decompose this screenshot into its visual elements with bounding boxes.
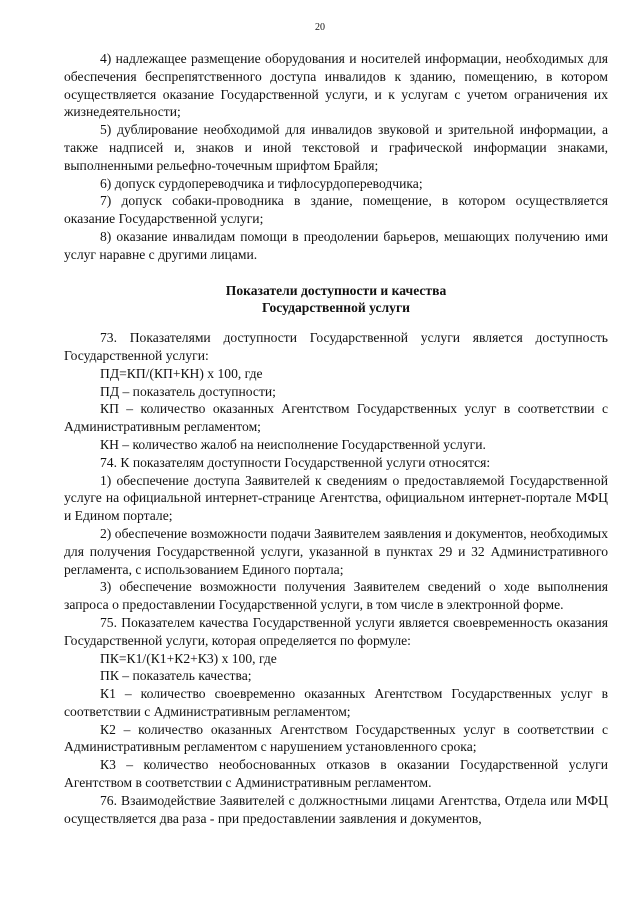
formula-pk: ПК=К1/(К1+К2+К3) x 100, где xyxy=(100,650,277,666)
document-body xyxy=(64,50,608,827)
paragraph-item-4: 4) надлежащее размещение оборудования и носителей информации, необходимых для обеспечения беспрепятственного доступа инвалидов к зданию, помещению, в котором осуществляется оказание Государственной услуги, и к услугам с учетом ограничения их жизнедеятельности; xyxy=(64,51,608,120)
definition-pd: ПД – показатель доступности; xyxy=(100,383,276,399)
paragraph-item-7: 7) допуск собаки-проводника в здание, помещение, в котором осуществляется оказание Государственной услуги; xyxy=(64,193,608,227)
paragraph-item-8: 8) оказание инвалидам помощи в преодолении барьеров, мешающих получению ими услуг наравне с другими лицами. xyxy=(64,228,608,262)
section-heading xyxy=(64,282,608,318)
paragraph-74-item-3: 3) обеспечение возможности получения Заявителем сведений о ходе выполнения запроса о предоставлении Государственной услуги, в том числе в электронной форме. xyxy=(64,579,608,613)
paragraph-74-item-2: 2) обеспечение возможности подачи Заявителем заявления и документов, необходимых для получения Государственной услуги, указанной в пунктах 29 и 32 Административного регламента, с использованием Единого портала; xyxy=(64,525,608,577)
paragraph-73: 73. Показателями доступности Государственной услуги является доступность Государственной услуги: xyxy=(64,330,608,363)
definition-k2: К2 – количество оказанных Агентством Государственных услуг в соответствии с Административным регламентом с нарушением установленного срока; xyxy=(64,721,608,755)
paragraph-75: 75. Показателем качества Государственной услуги является своевременность оказания Государственной услуги, которая определяется по формуле: xyxy=(64,614,608,648)
definition-kp: КП – количество оказанных Агентством Государственных услуг в соответствии с Административным регламентом; xyxy=(64,401,608,435)
paragraph-item-6: 6) допуск сурдопереводчика и тифлосурдопереводчика; xyxy=(100,175,423,191)
paragraph-76: 76. Взаимодействие Заявителей с должностными лицами Агентства, Отдела или МФЦ осуществляется два раза - при предоставлении заявления и документов, xyxy=(64,792,608,826)
section-heading-line2: Государственной услуги xyxy=(262,300,410,316)
section-heading-line1: Показатели доступности и качества xyxy=(225,282,447,298)
paragraph-74-item-1: 1) обеспечение доступа Заявителей к сведениям о предоставляемой Государственной услуге на официальной интернет-странице Агентства, официальном интернет-портале МФЦ и Едином портале; xyxy=(64,472,608,524)
definition-kn: КН – количество жалоб на неисполнение Государственной услуги. xyxy=(100,436,486,452)
paragraph-item-5: 5) дублирование необходимой для инвалидов звуковой и зрительной информации, а также надписей и, знаков и иной текстовой и графической информации знаками, выполненными рельефно-точечным шрифтом Брайля; xyxy=(64,122,608,173)
formula-pd: ПД=КП/(КП+КН) x 100, где xyxy=(100,365,263,381)
definition-k3: К3 – количество необоснованных отказов в оказании Государственной услуги Агентством в соответствии с Административным регламентом. xyxy=(64,757,608,791)
definition-pk: ПК – показатель качества; xyxy=(100,668,252,684)
page-number: 20 xyxy=(315,22,325,33)
definition-k1: К1 – количество своевременно оказанных Агентством Государственных услуг в соответствии с Административным регламентом; xyxy=(64,686,608,719)
paragraph-74: 74. К показателям доступности Государственной услуги относятся: xyxy=(100,454,491,470)
